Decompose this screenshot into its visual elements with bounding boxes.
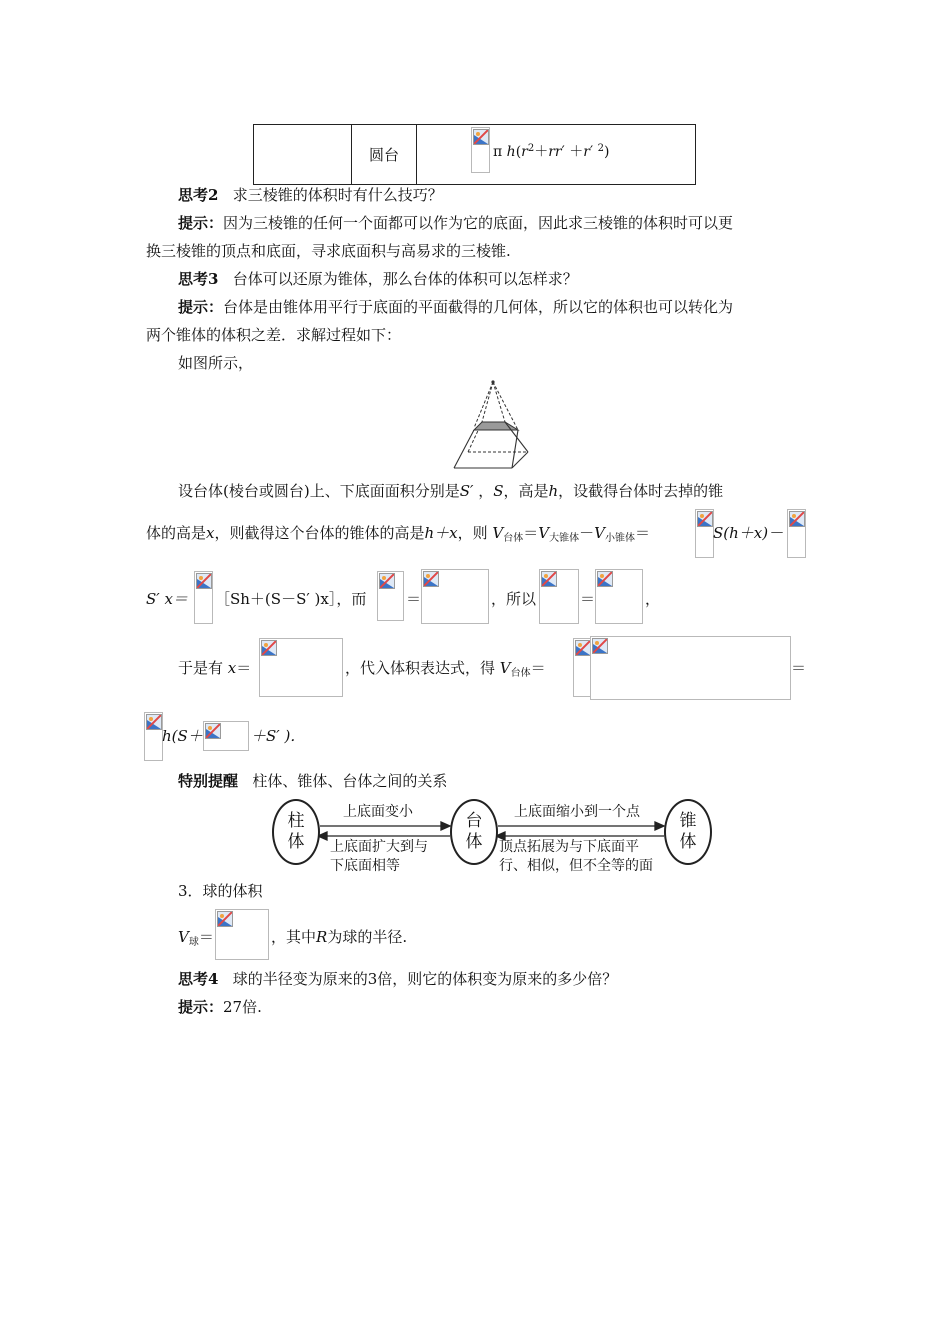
node-frustum (450, 799, 498, 865)
sphere-heading: 3．球的体积 (178, 882, 263, 900)
label-top-left: 上底面变小 (343, 804, 413, 820)
reminder-label: 特别提醒 (178, 772, 239, 790)
var-v: V (492, 524, 504, 542)
broken-image-icon (259, 638, 343, 697)
derivation-line3-start (146, 589, 188, 609)
sphere-formula-start (178, 927, 214, 953)
node-pyramid-char: 锥 (679, 811, 697, 831)
derivation-text: ，其中 (271, 928, 317, 946)
think3-question: 台体可以还原为锥体，那么台体的体积可以怎样求？ (232, 270, 578, 288)
derivation-text: ，代入体积表达式，得 (345, 659, 496, 677)
think3-hint-text2: 两个锥体的体积之差．求解过程如下： (146, 326, 402, 344)
think3-question-line (178, 269, 578, 289)
equals: ＝ (791, 659, 807, 677)
expr-plus-s-prime: ＋S′ )． (251, 727, 306, 745)
broken-image-icon (421, 569, 489, 624)
table-cell-empty (254, 125, 352, 185)
equals: ＝ (634, 524, 650, 542)
node-frustum-char: 体 (465, 832, 483, 852)
label-line: 顶点拓展为与下底面平 (499, 839, 639, 855)
node-frustum-char: 台 (465, 811, 483, 831)
think4-label: 思考4 (178, 970, 219, 988)
think2-question: 求三棱锥的体积时有什么技巧？ (232, 186, 443, 204)
broken-image-icon (787, 509, 806, 558)
think2-hint-label: 提示： (178, 214, 224, 232)
label-line: 行、相似，但不全等的面 (499, 858, 653, 874)
think3-hint-label: 提示： (178, 298, 224, 316)
equals: ＝ (198, 928, 214, 946)
subscript-tai: 台体 (503, 533, 524, 544)
table-cell-formula (417, 125, 696, 185)
node-prism-char: 柱 (287, 811, 305, 831)
var-v: V (178, 928, 189, 946)
var-x: x (227, 659, 237, 677)
derivation-text: ，而 (336, 590, 367, 608)
table-cell-frustum: 圆台 (352, 125, 417, 185)
derivation-line4 (178, 658, 251, 678)
derivation-text: ，所以 (491, 590, 537, 608)
think3-label: 思考3 (178, 270, 219, 288)
broken-image-icon (471, 127, 490, 173)
comma: ， (478, 482, 494, 500)
var-v: V (594, 524, 605, 542)
subscript-big-cone: 大锥体 (549, 533, 580, 544)
var-h: h (548, 482, 559, 500)
broken-image-icon (203, 721, 249, 751)
equals: ＝ (580, 590, 596, 608)
label-line: 上底面扩大到与 (330, 839, 428, 855)
think2-question-line (178, 185, 443, 205)
derivation-text: ，则截得这个台体的锥体的高是 (214, 524, 425, 542)
think4-answer: 27倍. (223, 998, 262, 1016)
broken-image-icon (590, 636, 791, 700)
derivation-line5-b (251, 726, 305, 746)
solid-relation-diagram (270, 795, 710, 875)
var-s-prime: S′ (459, 482, 474, 500)
derivation-text: 体的高是 (146, 524, 207, 542)
var-r: R (316, 928, 328, 946)
reminder-text: 柱体、锥体、台体之间的关系 (252, 772, 448, 790)
equals: ＝ (236, 659, 252, 677)
equals: ＝ (523, 524, 539, 542)
broken-image-icon (539, 569, 579, 624)
comma: ， (645, 590, 661, 608)
think4-question-line (178, 969, 617, 989)
node-prism-char: 体 (287, 832, 305, 852)
think2-hint-line1 (178, 213, 733, 233)
derivation-text: 于是有 (178, 659, 224, 677)
label-bottom-right (499, 838, 653, 876)
var-x: x (206, 524, 215, 542)
node-prism (272, 799, 320, 865)
derivation-line5-a (162, 726, 203, 746)
var-v: V (538, 524, 550, 542)
volume-table (253, 124, 696, 185)
derivation-text: ，设截得台体时去掉的锥 (558, 482, 724, 500)
subscript-small-cone: 小锥体 (604, 533, 635, 544)
derivation-line3-bracket (215, 589, 366, 609)
broken-image-icon (215, 909, 269, 960)
expr-h-s: h(S＋ (162, 727, 203, 745)
derivation-line2-tail (713, 523, 783, 543)
label-bottom-left (330, 838, 428, 876)
think4-hint-line (178, 997, 262, 1017)
derivation-text: ，高是 (503, 482, 549, 500)
label-line: 下底面相等 (330, 858, 400, 874)
minus: － (579, 524, 595, 542)
reminder-line (178, 771, 447, 791)
broken-image-icon (377, 571, 404, 621)
label-top-right: 上底面缩小到一个点 (514, 804, 640, 820)
var-h-plus-x: h＋x (424, 524, 458, 542)
derivation-text: 设台体(棱台或圆台)上、下底面面积分别是 (178, 482, 460, 500)
expr-s-prime-x: S′ x＝ (146, 590, 188, 608)
think3-hint-line1 (178, 297, 733, 317)
subscript-tai: 台体 (510, 668, 531, 679)
derivation-line1 (178, 481, 723, 501)
table-row (254, 125, 696, 185)
frustum-volume-formula: π $h(r^2+rr' +r'$ $^2$) (493, 143, 610, 160)
subscript-sphere: 球 (188, 937, 199, 948)
expr-s-h-x: S(h＋x)－ (713, 524, 784, 542)
broken-image-icon (695, 509, 714, 558)
node-pyramid (664, 799, 712, 865)
broken-image-icon (194, 571, 213, 624)
equals: ＝ (406, 590, 422, 608)
broken-image-icon (595, 569, 643, 624)
think4-hint-label: 提示： (178, 998, 224, 1016)
broken-image-icon (144, 712, 163, 761)
derivation-text: 为球的半径. (327, 928, 408, 946)
think4-question: 球的半径变为原来的3倍，则它的体积变为原来的多少倍？ (232, 970, 618, 988)
derivation-line2 (146, 523, 650, 549)
sphere-formula-text (271, 927, 407, 947)
as-figure-text: 如图所示， (178, 354, 254, 372)
think3-hint-text1: 台体是由锥体用平行于底面的平面截得的几何体，所以它的体积也可以转化为 (223, 298, 734, 316)
equals: ＝ (530, 659, 546, 677)
think2-hint-text2: 换三棱锥的顶点和底面，寻求底面积与高易求的三棱锥. (146, 242, 511, 260)
think2-hint-text1: 因为三棱锥的任何一个面都可以作为它的底面，因此求三棱锥的体积时可以更 (223, 214, 734, 232)
var-s: S (493, 482, 504, 500)
expr-bracket: ［Sh＋(S－S′ )x］ (215, 590, 337, 608)
frustum-pyramid-figure (448, 376, 538, 472)
node-pyramid-char: 体 (679, 832, 697, 852)
think2-label: 思考2 (178, 186, 219, 204)
derivation-line4-mid (345, 658, 546, 684)
derivation-text: ，则 (457, 524, 488, 542)
var-v: V (499, 659, 511, 677)
